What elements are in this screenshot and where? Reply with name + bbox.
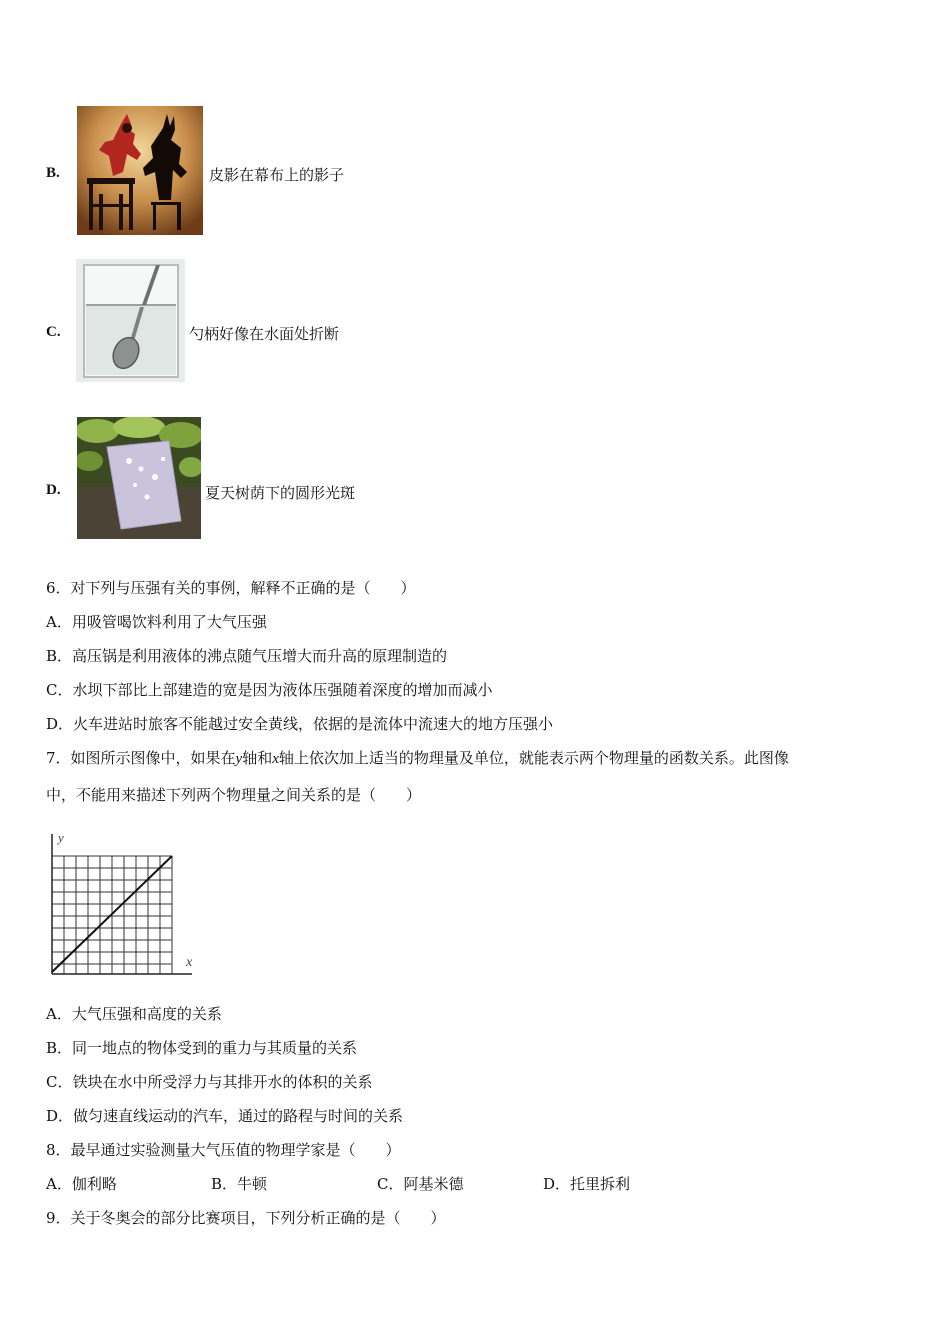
option-b-letter: B. (46, 165, 60, 181)
q8-option-a: A．伽利略 (46, 1175, 117, 1193)
option-c-letter: C. (46, 324, 61, 340)
option-c-caption: 勺柄好像在水面处折断 (189, 325, 340, 343)
q6-stem: 6．对下列与压强有关的事例，解释不正确的是（ ） (46, 579, 416, 597)
q6-option-c: C．水坝下部比上部建造的宽是因为液体压强随着深度的增加而减小 (46, 681, 493, 699)
spoon-in-water-image (76, 259, 185, 382)
q7-option-b: B．同一地点的物体受到的重力与其质量的关系 (46, 1039, 358, 1057)
y-axis-label: y (58, 830, 64, 845)
q7-option-c: C．铁块在水中所受浮力与其排开水的体积的关系 (46, 1073, 373, 1091)
q8-option-d: D．托里拆利 (543, 1175, 631, 1193)
shadow-puppet-image (77, 106, 203, 235)
option-d-letter: D. (46, 482, 61, 498)
option-d-caption: 夏天树荫下的圆形光斑 (205, 484, 356, 502)
q6-option-d: D．火车进站时旅客不能越过安全黄线，依据的是流体中流速大的地方压强小 (46, 715, 554, 733)
q8-option-c: C．阿基米德 (377, 1175, 464, 1193)
q7-stem-line1: 7．如图所示图像中，如果在y轴和x轴上依次加上适当的物理量及单位，就能表示两个物理量的函数关系。此图像 (46, 749, 789, 767)
q7-stem-line2: 中，不能用来描述下列两个物理量之间关系的是（ ） (46, 786, 422, 804)
q8-option-b: B．牛顿 (211, 1175, 268, 1193)
q7-option-d: D．做匀速直线运动的汽车，通过的路程与时间的关系 (46, 1107, 404, 1125)
q9-stem: 9．关于冬奥会的部分比赛项目，下列分析正确的是（ ） (46, 1209, 446, 1227)
option-b-caption: 皮影在幕布上的影子 (209, 166, 345, 184)
q7-graph (44, 828, 204, 980)
q8-stem: 8．最早通过实验测量大气压值的物理学家是（ ） (46, 1141, 401, 1159)
q6-option-b: B．高压锅是利用液体的沸点随气压增大而升高的原理制造的 (46, 647, 448, 665)
q6-option-a: A．用吸管喝饮料利用了大气压强 (46, 613, 267, 631)
q7-y-var: y (235, 751, 243, 767)
q7-option-a: A．大气压强和高度的关系 (46, 1005, 222, 1023)
x-axis-label: x (186, 955, 193, 970)
q7-x-var: x (272, 751, 279, 767)
light-spots-image (77, 417, 201, 539)
